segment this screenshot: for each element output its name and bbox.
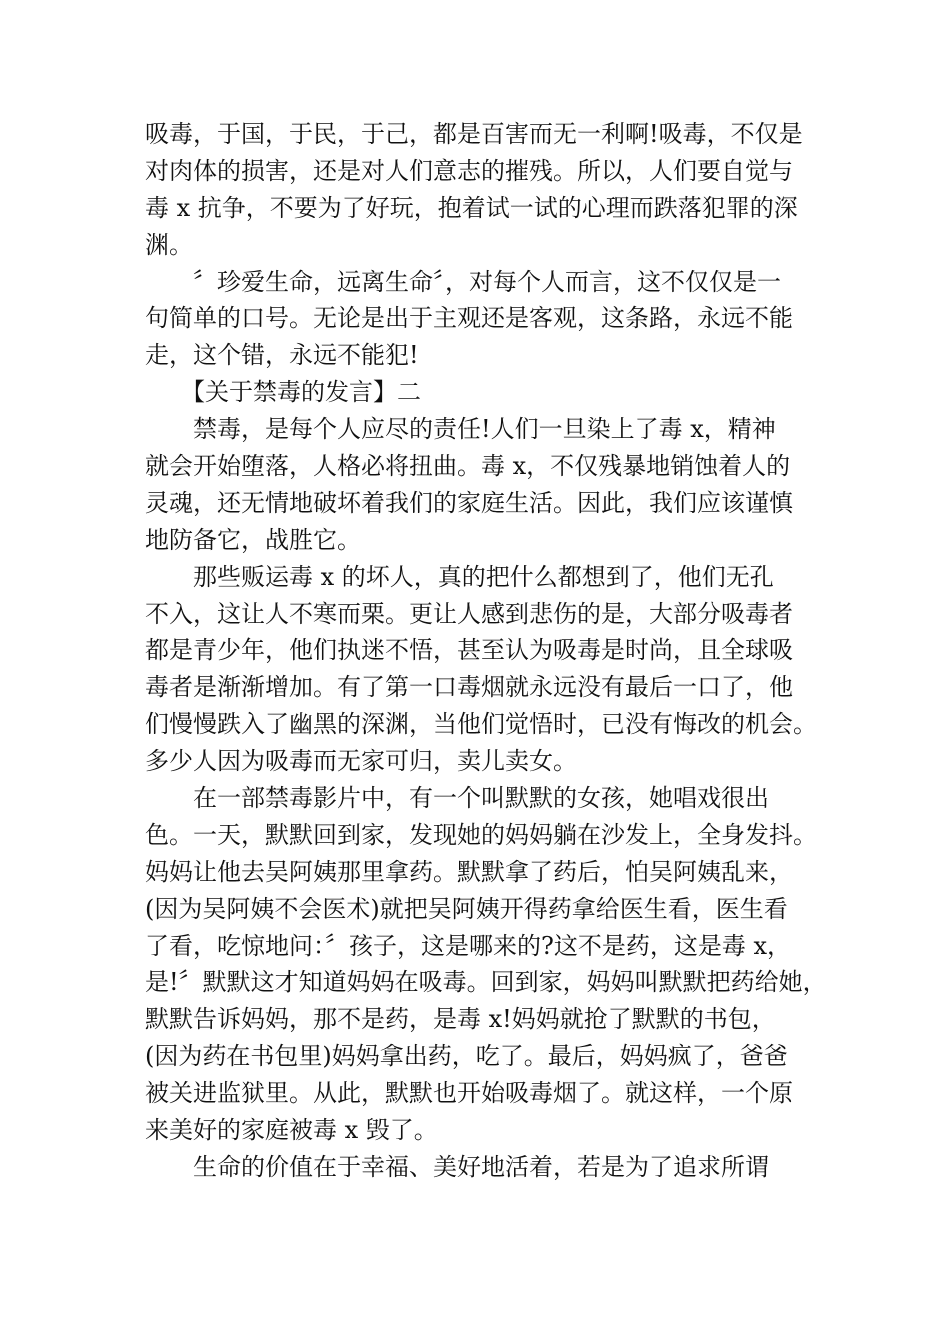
text-line: 地防备它，战胜它。: [145, 525, 361, 554]
text-line: 不入，这让人不寒而栗。更让人感到悲伤的是，大部分吸毒者: [145, 599, 793, 628]
text-line: 走，这个错，永远不能犯!: [145, 341, 419, 370]
text-line: 毒 x 抗争，不要为了好玩，抱着试一试的心理而跌落犯罪的深: [145, 193, 798, 222]
text-line: 对肉体的损害，还是对人们意志的摧残。所以，人们要自觉与: [145, 156, 793, 185]
text-line: 了看，吃惊地问：〞孩子，这是哪来的?这不是药，这是毒 x，: [145, 931, 792, 960]
text-line: (因为药在书包里)妈妈拿出药，吃了。最后，妈妈疯了，爸爸: [145, 1042, 788, 1071]
text-line: 来美好的家庭被毒 x 毁了。: [145, 1116, 438, 1145]
text-line: 被关进监狱里。从此，默默也开始吸毒烟了。就这样，一个原: [145, 1079, 793, 1108]
text-line: (因为吴阿姨不会医术)就把吴阿姨开得药拿给医生看，医生看: [145, 894, 788, 923]
text-line: 就会开始堕落，人格必将扭曲。毒 x，不仅残暴地销蚀着人的: [145, 452, 791, 481]
text-line: 多少人因为吸毒而无家可归，卖儿卖女。: [145, 747, 577, 776]
section-heading: 【关于禁毒的发言】二: [145, 378, 421, 407]
text-line: 默默告诉妈妈，那不是药，是毒 x!妈妈就抢了默默的书包，: [145, 1005, 776, 1034]
text-line: 灵魂，还无情地破坏着我们的家庭生活。因此，我们应该谨慎: [145, 488, 793, 517]
text-line: 吸毒，于国，于民，于己，都是百害而无一利啊!吸毒，不仅是: [145, 120, 803, 148]
text-line: 妈妈让他去吴阿姨那里拿药。默默拿了药后，怕吴阿姨乱来，: [145, 857, 793, 886]
text-line: 色。一天，默默回到家，发现她的妈妈躺在沙发上，全身发抖。: [145, 820, 817, 849]
text-line: 在一部禁毒影片中，有一个叫默默的女孩，她唱戏很出: [145, 784, 769, 813]
text-line: 生命的价值在于幸福、美好地活着，若是为了追求所谓: [145, 1152, 769, 1181]
document-body: [145, 116, 827, 1186]
text-line: 都是青少年，他们执迷不悟，甚至认为吸毒是时尚，且全球吸: [145, 636, 793, 665]
text-line: 禁毒，是每个人应尽的责任!人们一旦染上了毒 x，精神: [145, 415, 776, 444]
text-line: 毒者是渐渐增加。有了第一口毒烟就永远没有最后一口了，他: [145, 673, 793, 702]
text-line: 渊。: [145, 230, 193, 259]
text-line: 是!〞默默这才知道妈妈在吸毒。回到家，妈妈叫默默把药给她，: [145, 968, 827, 997]
text-line: 句简单的口号。无论是出于主观还是客观，这条路，永远不能: [145, 304, 793, 333]
text-line: 那些贩运毒 x 的坏人，真的把什么都想到了，他们无孔: [145, 562, 774, 591]
text-line: 们慢慢跌入了幽黑的深渊，当他们觉悟时，已没有悔改的机会。: [145, 710, 817, 739]
text-line: 〞珍爱生命，远离生命〞，对每个人而言，这不仅仅是一: [145, 267, 781, 296]
